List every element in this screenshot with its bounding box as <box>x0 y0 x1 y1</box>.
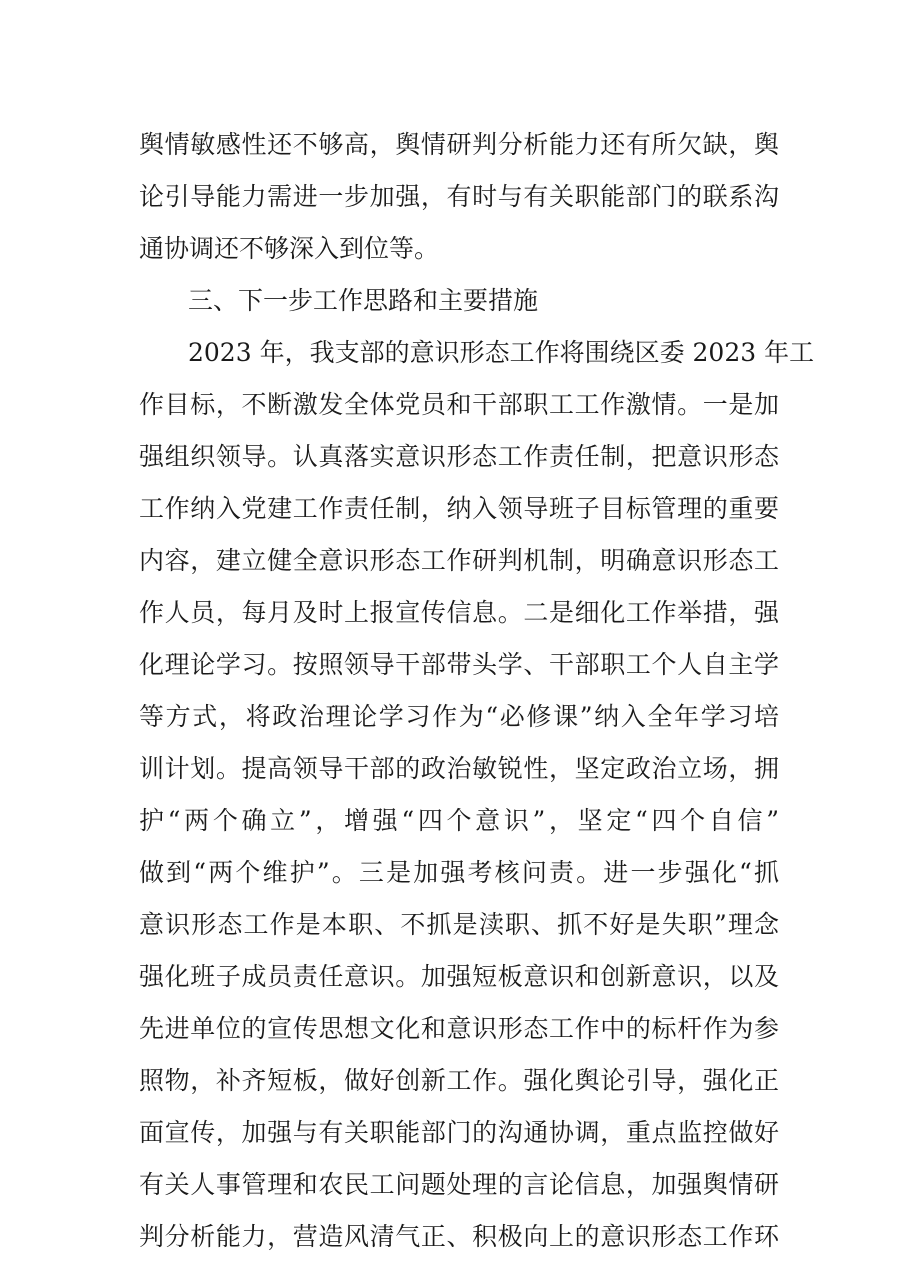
paragraph-line: 强化班子成员责任意识。加强短板意识和创新意识，以及 <box>139 962 779 991</box>
paragraph-line: 护“两个确立”，增强“四个意识”，坚定“四个自信” <box>139 806 779 835</box>
paragraph-line: 作人员，每月及时上报宣传信息。二是细化工作举措，强 <box>139 598 779 627</box>
paragraph-line: 内容，建立健全意识形态工作研判机制，明确意识形态工 <box>139 546 779 575</box>
paragraph-line: 舆情敏感性还不够高，舆情研判分析能力还有所欠缺，舆 <box>139 130 779 159</box>
paragraph-line: 等方式，将政治理论学习作为“必修课”纳入全年学习培 <box>139 702 779 731</box>
paragraph-line: 强组织领导。认真落实意识形态工作责任制，把意识形态 <box>139 442 779 471</box>
paragraph-line: 作目标，不断激发全体党员和干部职工工作激情。一是加 <box>139 390 779 419</box>
paragraph-line: 训计划。提高领导干部的政治敏锐性，坚定政治立场，拥 <box>139 754 779 783</box>
paragraph-line: 有关人事管理和农民工问题处理的言论信息，加强舆情研 <box>139 1170 779 1199</box>
paragraph-line: 面宣传，加强与有关职能部门的沟通协调，重点监控做好 <box>139 1118 779 1147</box>
paragraph-line: 化理论学习。按照领导干部带头学、干部职工个人自主学 <box>139 650 779 679</box>
paragraph-line: 判分析能力，营造风清气正、积极向上的意识形态工作环 <box>139 1222 779 1251</box>
section-heading: 三、下一步工作思路和主要措施 <box>188 286 539 315</box>
paragraph-line: 做到“两个维护”。三是加强考核问责。进一步强化“抓 <box>139 858 779 887</box>
paragraph-line: 照物，补齐短板，做好创新工作。强化舆论引导，强化正 <box>139 1066 779 1095</box>
paragraph-line: 先进单位的宣传思想文化和意识形态工作中的标杆作为参 <box>139 1014 779 1043</box>
paragraph-line: 论引导能力需进一步加强，有时与有关职能部门的联系沟 <box>139 182 779 211</box>
paragraph-line: 工作纳入党建工作责任制，纳入领导班子目标管理的重要 <box>139 494 779 523</box>
paragraph-line: 通协调还不够深入到位等。 <box>139 234 440 263</box>
paragraph-line: 2023 年，我支部的意识形态工作将围绕区委 2023 年工 <box>188 338 815 367</box>
paragraph-line: 意识形态工作是本职、不抓是渎职、抓不好是失职”理念 <box>139 910 779 939</box>
